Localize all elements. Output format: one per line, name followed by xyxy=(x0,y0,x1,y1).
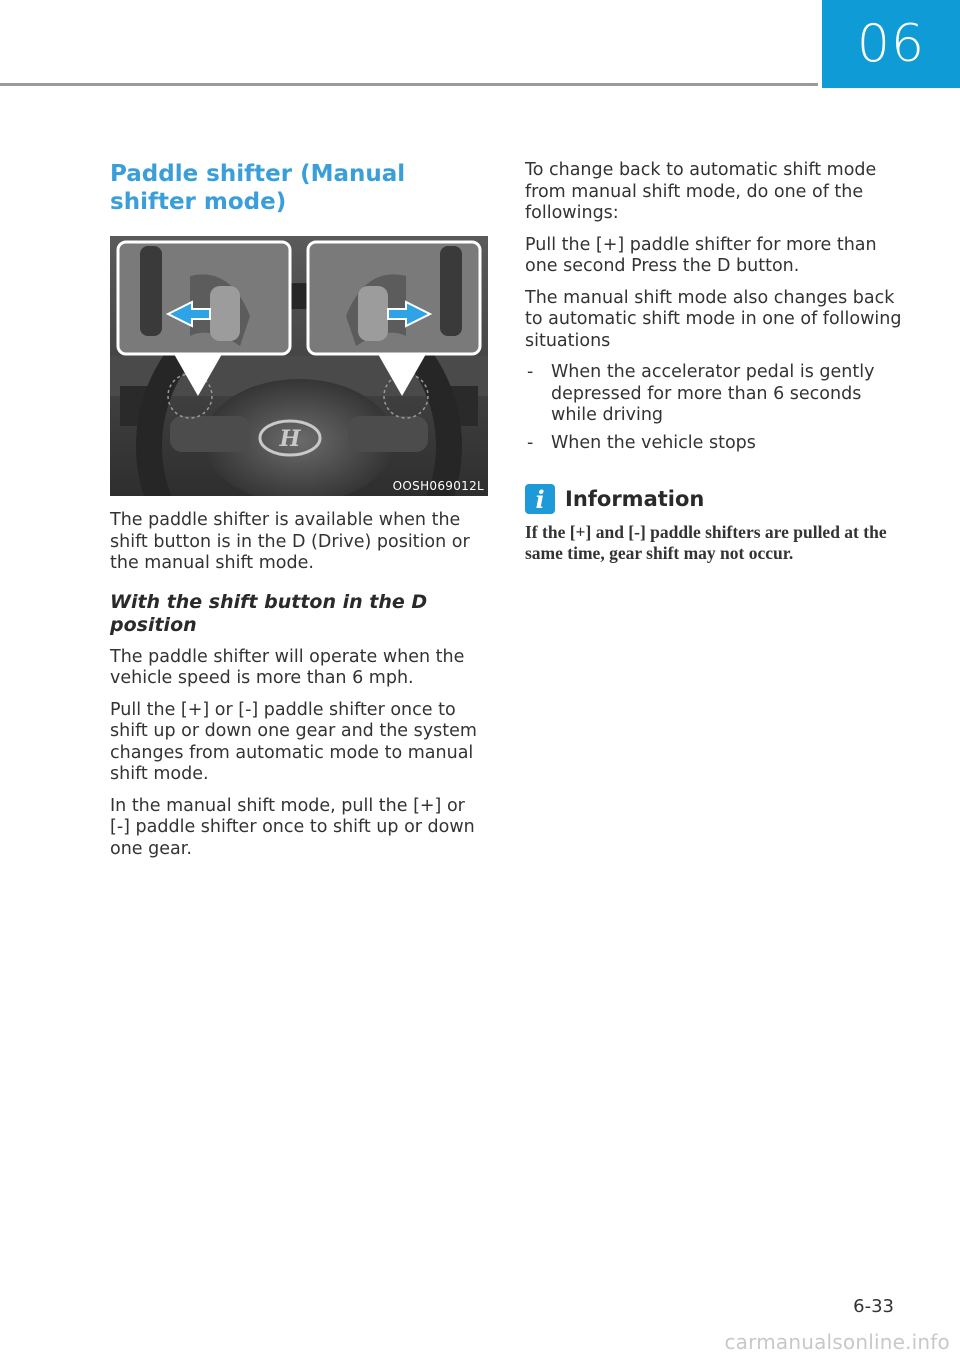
list-item-text: When the accelerator pedal is gently depressed for more than 6 seconds while driving xyxy=(551,362,875,425)
intro-paragraph: The paddle shifter is available when the shift button is in the D (Drive) position or the manual shift mode. xyxy=(110,510,470,573)
paragraph: Pull the [+] paddle shifter for more than one second Press the D button. xyxy=(525,234,877,276)
watermark: carmanualsonline.info xyxy=(724,1330,950,1354)
section-title: Paddle shifter (Manual shifter mode) xyxy=(110,161,406,215)
steering-wheel-illustration xyxy=(110,236,488,496)
header-rule xyxy=(0,83,818,86)
information-icon: i xyxy=(525,484,555,514)
chapter-tab xyxy=(822,0,960,88)
paragraph: Pull the [+] or [-] paddle shifter once to shift up or down one gear and the system changes from automatic mode to manual shift mode. xyxy=(110,699,477,784)
paragraph: The manual shift mode also changes back to automatic shift mode in one of following situations xyxy=(525,287,902,351)
information-title: Information xyxy=(565,487,705,511)
information-text: If the [+] and [-] paddle shifters are pulled at the same time, gear shift may not occur. xyxy=(525,522,887,563)
right-column xyxy=(525,160,905,564)
list-item xyxy=(525,362,905,427)
paddle-shifter-figure xyxy=(110,236,488,496)
paragraph: The paddle shifter will operate when the vehicle speed is more than 6 mph. xyxy=(110,646,465,688)
chapter-number: 06 xyxy=(856,14,926,74)
paragraph: To change back to automatic shift mode from manual shift mode, do one of the followings: xyxy=(525,160,877,223)
situation-list xyxy=(525,362,905,454)
bullet-marker: - xyxy=(527,432,534,453)
information-header xyxy=(525,484,905,514)
figure-caption: OOSH069012L xyxy=(392,479,484,493)
svg-text:H: H xyxy=(279,426,301,452)
list-item-text: When the vehicle stops xyxy=(551,432,756,453)
subheading: With the shift button in the D position xyxy=(110,590,428,636)
list-item xyxy=(525,433,905,455)
information-box xyxy=(525,484,905,564)
page-number: 6-33 xyxy=(853,1296,894,1317)
left-column xyxy=(110,160,488,870)
bullet-marker: - xyxy=(527,362,534,382)
paragraph: In the manual shift mode, pull the [+] or [-] paddle shifter once to shift up or down one gear. xyxy=(110,795,475,859)
